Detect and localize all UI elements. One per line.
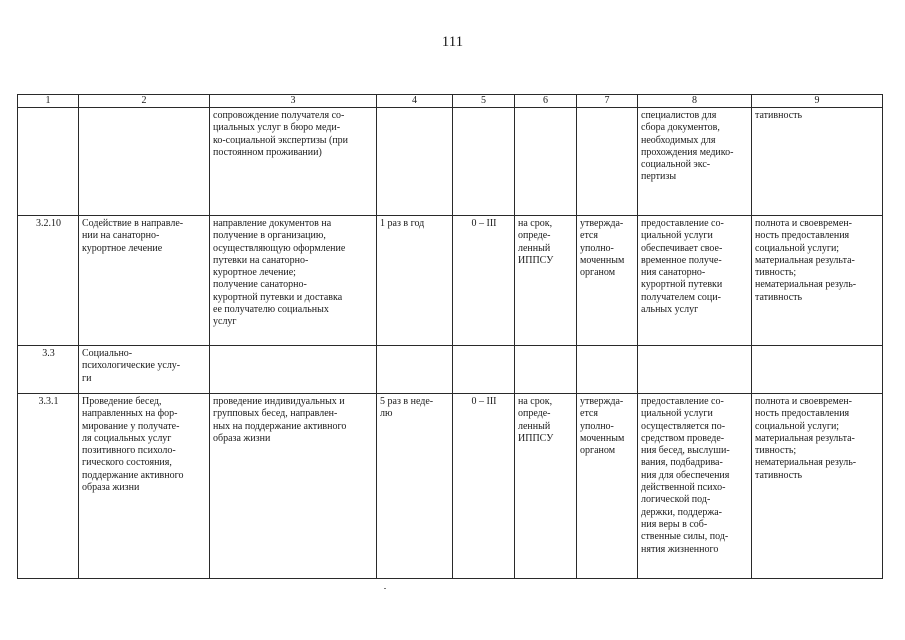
column-header: 3	[210, 95, 377, 108]
approved-by-cell: утвержда- ется уполно- моченным органом	[577, 216, 638, 346]
column-header: 1	[18, 95, 79, 108]
frequency-cell	[377, 108, 453, 216]
evaluation-cell	[752, 346, 883, 394]
services-table	[17, 94, 883, 579]
quality-cell: предоставление со- циальной услуги осуществляется по- средством проведе- ния бесед, выслуши- вания, подбадрива- ния для обеспечения действенной психо- логической под- держки, поддержа- ния веры в соб- ственные силы, под- нятия жизненного	[638, 394, 752, 579]
group-cell	[453, 108, 515, 216]
service-number-cell: 3.3.1	[18, 394, 79, 579]
group-cell: 0 – III	[453, 394, 515, 579]
service-content-cell	[210, 346, 377, 394]
group-cell: 0 – III	[453, 216, 515, 346]
evaluation-cell: полнота и своевремен- ность предоставления социальной услуги; материальная результа- тивность; нематериальная резуль- тативность	[752, 394, 883, 579]
column-header: 8	[638, 95, 752, 108]
service-number-cell: 3.2.10	[18, 216, 79, 346]
quality-cell	[638, 346, 752, 394]
service-name-cell: Социально- психологические услу- ги	[79, 346, 210, 394]
service-name-cell: Проведение бесед, направленных на фор- мирование у получате- ля социальных услуг позитивного психоло- гического состояния, поддержание активного образа жизни	[79, 394, 210, 579]
table-row	[18, 346, 883, 394]
column-header: 4	[377, 95, 453, 108]
column-header: 5	[453, 95, 515, 108]
service-name-cell: Содействие в направле- нии на санаторно- курортное лечение	[79, 216, 210, 346]
column-header: 6	[515, 95, 577, 108]
evaluation-cell: полнота и своевремен- ность предоставления социальной услуги; материальная результа- тивность; нематериальная резуль- тативность	[752, 216, 883, 346]
page-number: 111	[441, 34, 464, 50]
column-header: 9	[752, 95, 883, 108]
term-cell: на срок, опреде- ленный ИППСУ	[515, 216, 577, 346]
frequency-cell: 1 раз в год	[377, 216, 453, 346]
term-cell: на срок, опреде- ленный ИППСУ	[515, 394, 577, 579]
frequency-cell	[377, 346, 453, 394]
term-cell	[515, 346, 577, 394]
service-name-cell	[79, 108, 210, 216]
column-header: 2	[79, 95, 210, 108]
frequency-cell: 5 раз в неде- лю	[377, 394, 453, 579]
column-header-row	[18, 95, 883, 108]
evaluation-cell: тативность	[752, 108, 883, 216]
quality-cell: предоставление со- циальной услуги обеспечивает свое- временное получе- ния санаторно- курортной путевки получателем соци- альных услуг	[638, 216, 752, 346]
service-number-cell: 3.3	[18, 346, 79, 394]
group-cell	[453, 346, 515, 394]
quality-cell: специалистов для сбора документов, необходимых для прохождения медико- социальной экс- пертизы	[638, 108, 752, 216]
approved-by-cell	[577, 346, 638, 394]
service-content-cell: сопровождение получателя со- циальных услуг в бюро меди- ко-социальной экспертизы (при постоянном проживании)	[210, 108, 377, 216]
table-row	[18, 394, 883, 579]
approved-by-cell	[577, 108, 638, 216]
term-cell	[515, 108, 577, 216]
service-content-cell: проведение индивидуальных и групповых бесед, направлен- ных на поддержание активного образа жизни	[210, 394, 377, 579]
table-row	[18, 216, 883, 346]
table-row	[18, 108, 883, 216]
scan-speck	[384, 588, 386, 589]
service-number-cell	[18, 108, 79, 216]
column-header: 7	[577, 95, 638, 108]
service-content-cell: направление документов на получение в организацию, осуществляющую оформление путевки на санаторно- курортное лечение; получение санаторно- курортной путевки и доставка ее получателю социальных услуг	[210, 216, 377, 346]
approved-by-cell: утвержда- ется уполно- моченным органом	[577, 394, 638, 579]
